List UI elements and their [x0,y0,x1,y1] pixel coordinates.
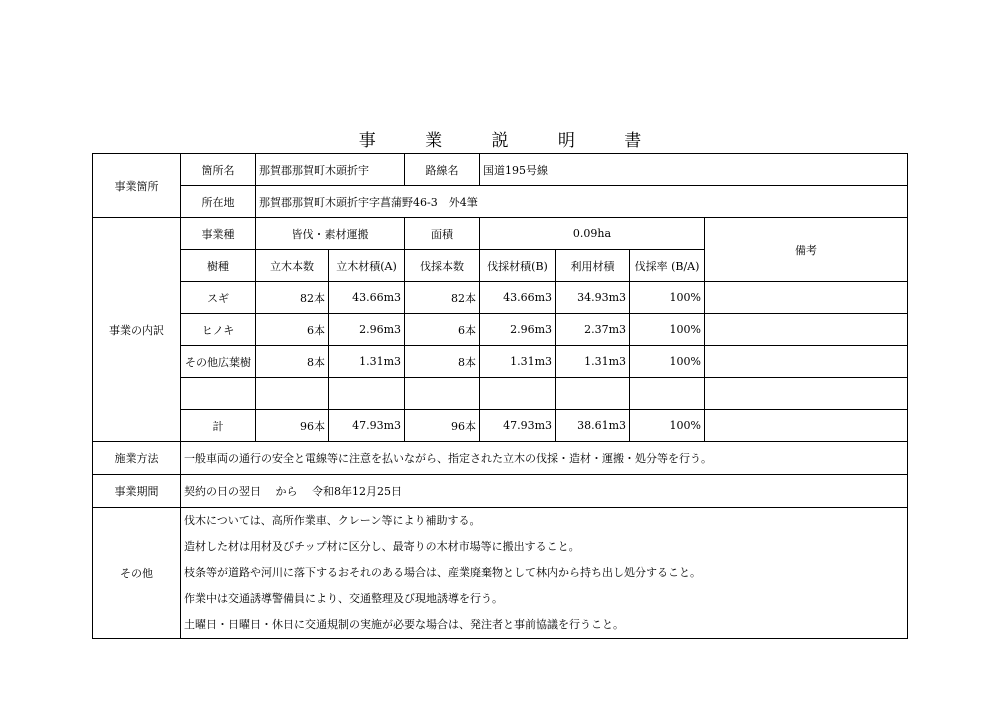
total-usable-volume: 38.61m3 [556,410,630,442]
period-text: 契約の日の翌日 から 令和8年12月25日 [181,475,908,508]
details-label: 事業の内訳 [93,218,181,442]
standing-volume-cell [329,378,405,410]
header-standing-volume: 立木材積(A) [329,250,405,282]
header-felled-volume: 伐採材積(B) [480,250,556,282]
place-name-label: 箇所名 [181,154,256,186]
type-value: 皆伐・素材運搬 [256,218,405,250]
address-value: 那賀郡那賀町木頭折宇字菖蒲野46-3 外4筆 [256,186,908,218]
place-name-value: 那賀郡那賀町木頭折宇 [256,154,405,186]
header-species: 樹種 [181,250,256,282]
other-row [93,508,908,639]
other-label: その他 [93,508,181,639]
total-felled-volume: 47.93m3 [480,410,556,442]
felled-count-cell: 6本 [405,314,480,346]
total-felled-count: 96本 [405,410,480,442]
total-row [93,410,908,442]
species-cell: その他広葉樹 [181,346,256,378]
felled-volume-cell [480,378,556,410]
remarks-cell [705,282,908,314]
period-row [93,475,908,508]
standing-volume-cell: 43.66m3 [329,282,405,314]
note-line: 造材した材は用材及びチップ材に区分し、最寄りの木材市場等に搬出すること。 [184,540,580,553]
method-label: 施業方法 [93,442,181,475]
route-label: 路線名 [405,154,480,186]
felling-rate-cell [630,378,705,410]
document-title: 事 業 説 明 書 [358,131,664,151]
note-line: 作業中は交通誘導警備員により、交通整理及び現地誘導を行う。 [184,592,503,605]
standing-count-cell: 82本 [256,282,329,314]
header-usable-volume: 利用材積 [556,250,630,282]
other-notes [181,508,908,639]
usable-volume-cell: 1.31m3 [556,346,630,378]
usable-volume-cell: 2.37m3 [556,314,630,346]
details-type-row [93,218,908,250]
header-felling-rate: 伐採率 (B/A) [630,250,705,282]
felling-rate-cell: 100% [630,282,705,314]
remarks-label: 備考 [705,218,908,282]
felled-volume-cell: 43.66m3 [480,282,556,314]
location-label: 事業箇所 [93,154,181,218]
species-cell: ヒノキ [181,314,256,346]
table-row [93,282,908,314]
location-row-2 [93,186,908,218]
remarks-cell [705,314,908,346]
felled-count-cell: 82本 [405,282,480,314]
header-standing-count: 立木本数 [256,250,329,282]
note-line: 伐木については、高所作業車、クレーン等により補助する。 [184,514,481,527]
standing-count-cell [256,378,329,410]
remarks-cell [705,410,908,442]
area-value: 0.09ha [480,218,705,250]
total-felling-rate: 100% [630,410,705,442]
standing-volume-cell: 2.96m3 [329,314,405,346]
project-description-table [92,153,908,639]
usable-volume-cell: 34.93m3 [556,282,630,314]
felled-volume-cell: 2.96m3 [480,314,556,346]
route-value: 国道195号線 [480,154,908,186]
standing-count-cell: 8本 [256,346,329,378]
species-cell [181,378,256,410]
standing-count-cell: 6本 [256,314,329,346]
address-label: 所在地 [181,186,256,218]
area-label: 面積 [405,218,480,250]
table-row [93,378,908,410]
header-felled-count: 伐採本数 [405,250,480,282]
location-row-1 [93,154,908,186]
standing-volume-cell: 1.31m3 [329,346,405,378]
note-line: 枝条等が道路や河川に落下するおそれのある場合は、産業廃棄物として林内から持ち出し処分すること。 [184,566,701,579]
felled-count-cell [405,378,480,410]
usable-volume-cell [556,378,630,410]
period-label: 事業期間 [93,475,181,508]
total-standing-volume: 47.93m3 [329,410,405,442]
felling-rate-cell: 100% [630,314,705,346]
remarks-cell [705,378,908,410]
type-label: 事業種 [181,218,256,250]
remarks-cell [705,346,908,378]
table-row [93,346,908,378]
total-standing-count: 96本 [256,410,329,442]
felled-volume-cell: 1.31m3 [480,346,556,378]
note-line: 土曜日・日曜日・休日に交通規制の実施が必要な場合は、発注者と事前協議を行うこと。 [184,618,624,631]
felling-rate-cell: 100% [630,346,705,378]
felled-count-cell: 8本 [405,346,480,378]
method-text: 一般車両の通行の安全と電線等に注意を払いながら、指定された立木の伐採・造材・運搬・処分等を行う。 [181,442,908,475]
method-row [93,442,908,475]
table-row [93,314,908,346]
species-cell: スギ [181,282,256,314]
total-label: 計 [181,410,256,442]
